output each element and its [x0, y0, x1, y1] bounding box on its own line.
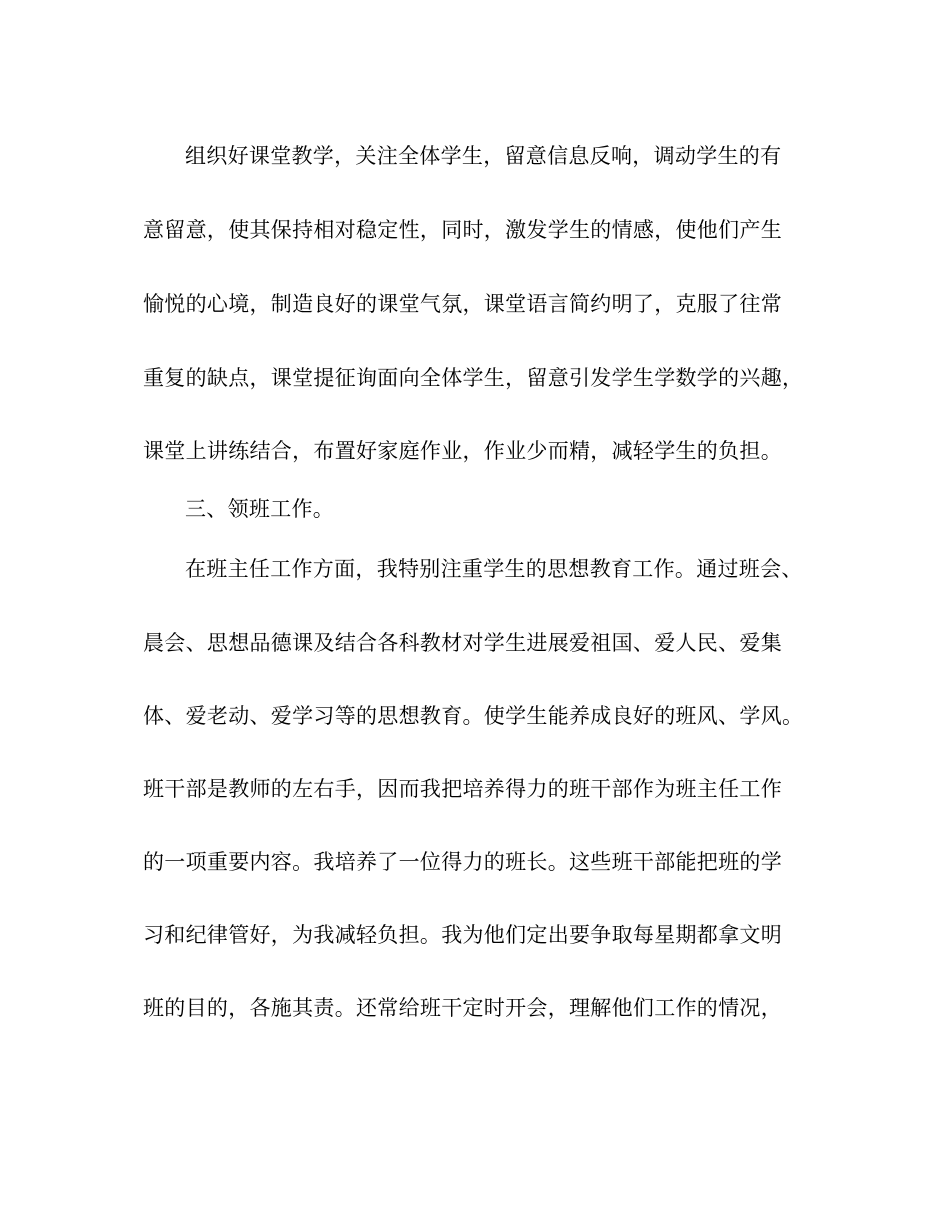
- paragraph-line-7: 晨会、思想品德课及结合各科教材对学生进展爱祖国、爱人民、爱集: [143, 631, 782, 655]
- paragraph-line-4: 重复的缺点，课堂提征询面向全体学生，留意引发学生学数学的兴趣，: [143, 366, 804, 390]
- paragraph-line-12: 班的目的，各施其责。还常给班干定时开会，理解他们工作的情况，: [143, 996, 782, 1020]
- paragraph-line-10: 的一项重要内容。我培养了一位得力的班长。这些班干部能把班的学: [143, 850, 782, 874]
- paragraph-line-6: 在班主任工作方面，我特别注重学生的思想教育工作。通过班会、: [185, 557, 803, 581]
- paragraph-line-8: 体、爱老动、爱学习等的思想教育。使学生能养成良好的班风、学风。: [143, 704, 804, 728]
- paragraph-line-5: 课堂上讲练结合，布置好家庭作业，作业少而精，减轻学生的负担。: [143, 439, 782, 463]
- paragraph-line-2: 意留意，使其保持相对稳定性，同时，激发学生的情感，使他们产生: [143, 218, 782, 242]
- paragraph-line-3: 愉悦的心境，制造良好的课堂气氛，课堂语言简约明了，克服了往常: [143, 292, 782, 316]
- paragraph-line-9: 班干部是教师的左右手，因而我把培养得力的班干部作为班主任工作: [143, 777, 782, 801]
- section-heading: 三、领班工作。: [185, 497, 335, 521]
- paragraph-line-1: 组织好课堂教学，关注全体学生，留意信息反响，调动学生的有: [185, 144, 782, 168]
- paragraph-line-11: 习和纪律管好，为我减轻负担。我为他们定出要争取每星期都拿文明: [143, 923, 782, 947]
